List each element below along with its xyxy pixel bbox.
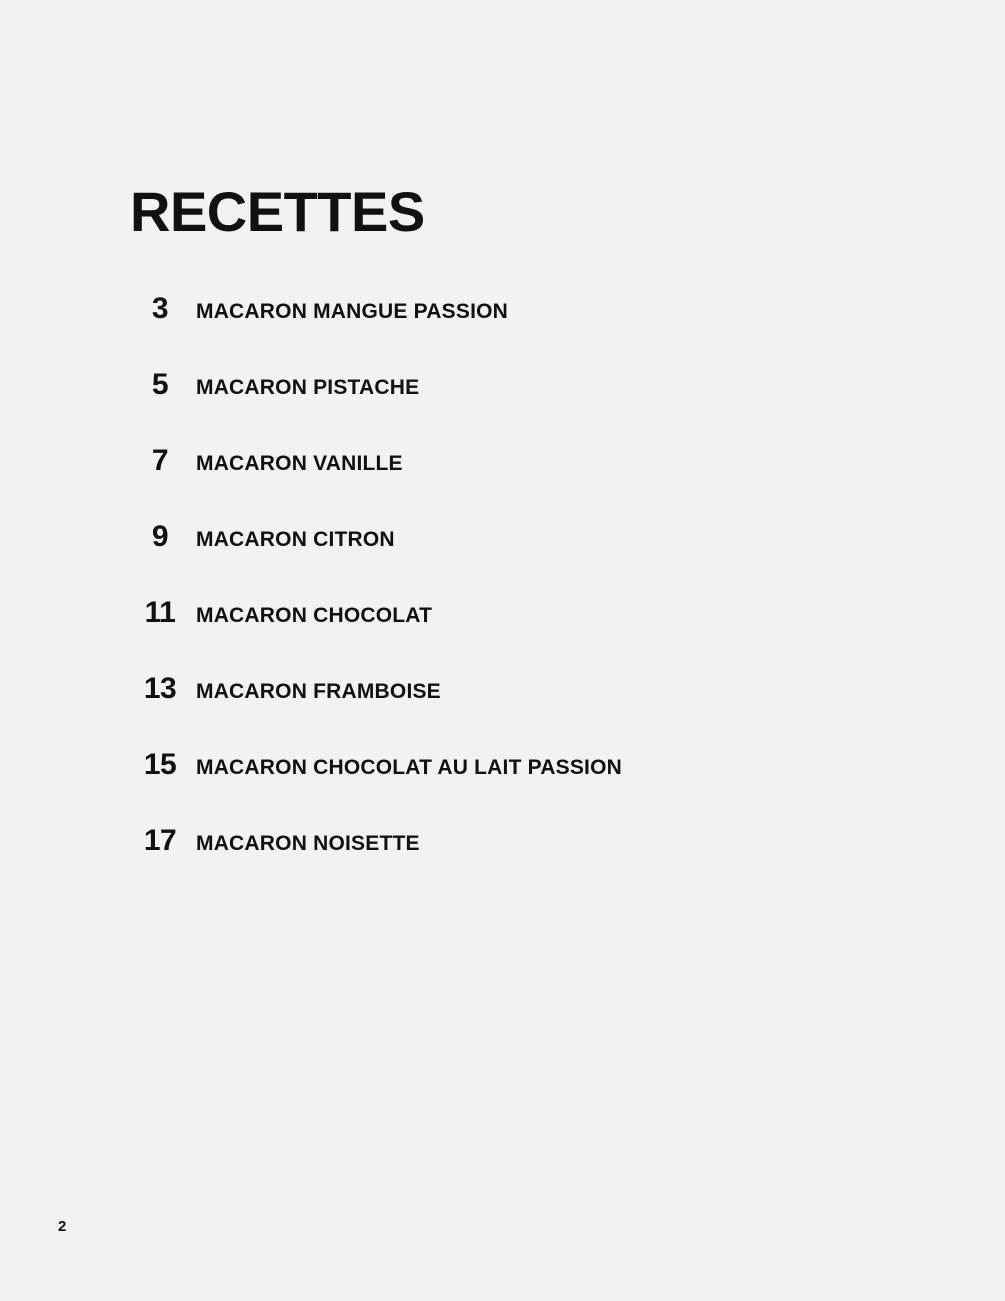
page-title: RECETTES — [130, 179, 425, 243]
toc-entry-label: MACARON VANILLE — [196, 452, 403, 475]
toc-page-number: 11 — [144, 596, 176, 629]
toc-page-number: 9 — [151, 520, 169, 553]
list-item[interactable] — [124, 748, 884, 824]
toc-page-number: 15 — [143, 748, 177, 781]
toc-entry-label: MACARON CHOCOLAT — [196, 604, 433, 627]
toc-entry-label: MACARON FRAMBOISE — [196, 680, 441, 703]
toc-page-number: 3 — [151, 292, 169, 325]
toc-entry-label: MACARON MANGUE PASSION — [196, 300, 509, 323]
table-of-contents — [124, 292, 884, 900]
toc-entry-label: MACARON PISTACHE — [196, 376, 420, 399]
list-item[interactable] — [124, 444, 884, 520]
list-item[interactable] — [124, 292, 884, 368]
toc-page-number: 5 — [151, 368, 169, 401]
toc-page-number: 7 — [151, 444, 169, 477]
toc-page-number: 13 — [143, 672, 177, 705]
list-item[interactable] — [124, 368, 884, 444]
list-item[interactable] — [124, 596, 884, 672]
toc-entry-label: MACARON NOISETTE — [196, 832, 420, 855]
page-folio-number: 2 — [58, 1218, 67, 1235]
list-item[interactable] — [124, 824, 884, 900]
list-item[interactable] — [124, 520, 884, 596]
toc-page-number: 17 — [143, 824, 177, 857]
toc-entry-label: MACARON CITRON — [196, 528, 395, 551]
list-item[interactable] — [124, 672, 884, 748]
toc-entry-label: MACARON CHOCOLAT AU LAIT PASSION — [196, 756, 622, 779]
